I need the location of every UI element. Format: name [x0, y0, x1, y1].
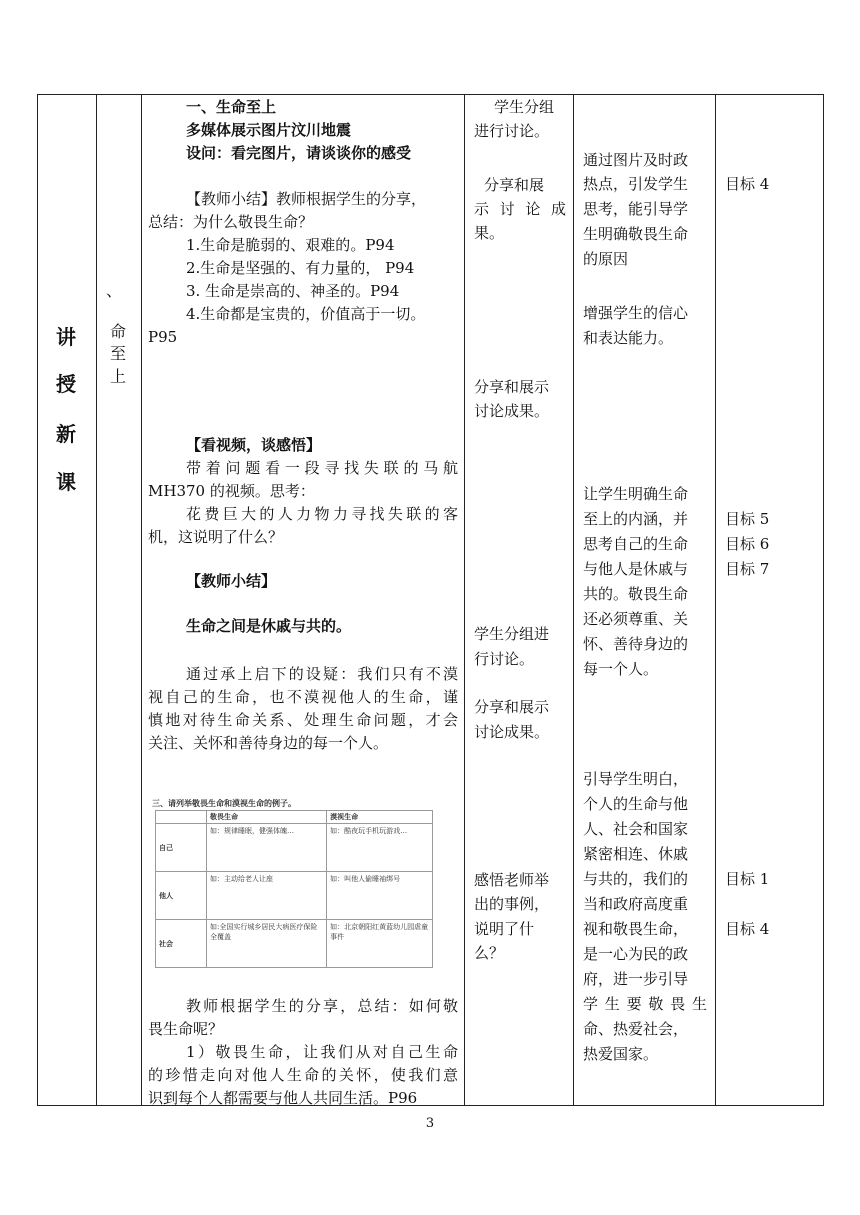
video-heading: 【看视频，谈感悟】: [186, 436, 322, 454]
design-intent: 让学生明确生命: [583, 485, 689, 503]
column-divider: [464, 94, 465, 1106]
worksheet-row-label: 自己: [156, 824, 207, 872]
video-text: 花费巨大的人力物力寻找失联的客: [186, 505, 458, 523]
student-activity: 学生分组进: [474, 625, 550, 643]
design-intent: 热点，引发学生: [583, 175, 689, 193]
student-activity: 示讨论成: [474, 200, 566, 218]
design-intent: 的原因: [583, 250, 629, 268]
final-summary: 识到每个人都需要与他人共同生活。P96: [148, 1089, 418, 1107]
student-activity: 讨论成果。: [474, 402, 550, 420]
teacher-summary: 总结：为什么敬畏生命？: [148, 213, 314, 231]
worksheet-table: [155, 810, 433, 968]
worksheet-header: 漠视生命: [327, 811, 433, 824]
design-intent: 是一心为民的政: [583, 945, 689, 963]
column-divider: [96, 94, 97, 1106]
worksheet-cell: 如：酷夜玩手机玩游戏…: [327, 824, 433, 872]
section-label-char: 课: [56, 470, 76, 494]
teacher-summary: 【教师小结】教师根据学生的分享，: [186, 190, 427, 208]
student-activity: 进行讨论。: [474, 122, 550, 140]
worksheet-cell: 如：主动给老人让座: [207, 872, 327, 920]
column-divider: [141, 94, 142, 1106]
transition-text: 通过承上启下的设疑：我们只有不漠: [186, 665, 458, 683]
goal-label: 目标 6: [725, 535, 770, 553]
subsection-mark: 、: [106, 281, 123, 300]
design-intent: 至上的内涵，并: [583, 510, 689, 528]
worksheet-header: 敬畏生命: [207, 811, 327, 824]
worksheet-cell: 如：北京朝阳红黄蓝幼儿园虐童事件: [327, 920, 433, 968]
heading: 一、生命至上: [186, 98, 277, 116]
transition-text: 关注、关怀和善待身边的每一个人。: [148, 734, 389, 752]
worksheet-row: [156, 824, 433, 872]
design-intent: 命、热爱社会，: [583, 1020, 689, 1038]
final-summary: 的珍惜走向对他人生命的关怀，使我们意: [148, 1066, 458, 1084]
summary-point-page: P95: [148, 328, 178, 346]
design-intent: 热爱国家。: [583, 1045, 659, 1063]
summary-point: 3. 生命是崇高的、神圣的。P94: [186, 282, 400, 300]
worksheet-image: [152, 798, 434, 970]
design-intent: 与共的，我们的: [583, 870, 689, 888]
design-intent: 生明确敬畏生命: [583, 225, 689, 243]
design-intent: 当和政府高度重: [583, 895, 689, 913]
design-intent: 还必须尊重、关: [583, 610, 689, 628]
design-intent: 通过图片及时政: [583, 151, 689, 169]
transition-text: 视自己的生命，也不漠视他人的生命，谨: [148, 688, 458, 706]
design-intent: 增强学生的信心: [583, 304, 689, 322]
final-summary: 1）敬畏生命，让我们从对自己生命: [186, 1043, 458, 1061]
student-activity: 果。: [474, 224, 505, 242]
video-text: MH370 的视频。思考：: [148, 482, 315, 500]
student-activity: 分享和展示: [474, 378, 550, 396]
subsection-char: 至: [110, 344, 127, 363]
student-activity: 出的事例，: [474, 895, 550, 913]
summary-point: 4.生命都是宝贵的，价值高于一切。: [186, 305, 426, 323]
design-intent: 思考自己的生命: [583, 535, 689, 553]
teacher-summary-heading: 【教师小结】: [186, 572, 277, 590]
final-summary: 畏生命呢？: [148, 1020, 224, 1038]
section-label-char: 新: [56, 422, 76, 446]
design-intent: 紧密相连、休戚: [583, 845, 689, 863]
summary-point: 2.生命是坚强的、有力量的， P94: [186, 259, 415, 277]
page-number: 3: [425, 1116, 435, 1131]
student-activity: 说明了什: [474, 920, 535, 938]
design-intent: 怀、善待身边的: [583, 635, 689, 653]
student-activity: 讨论成果。: [474, 723, 550, 741]
student-activity: 感悟老师举: [474, 871, 550, 889]
student-activity: 么？: [474, 944, 505, 962]
worksheet-row: [156, 920, 433, 968]
design-intent: 引导学生明白，: [583, 770, 689, 788]
design-intent: 学生要敬畏生: [583, 995, 707, 1013]
video-text: 机，这说明了什么？: [148, 528, 284, 546]
heading: 设问：看完图片，请谈谈你的感受: [186, 144, 412, 162]
summary-point: 1.生命是脆弱的、艰难的。P94: [186, 236, 395, 254]
conclusion: 生命之间是休戚与共的。: [186, 617, 352, 635]
student-activity: 分享和展示: [474, 698, 550, 716]
student-activity: 行讨论。: [474, 650, 535, 668]
design-intent: 思考，能引导学: [583, 200, 689, 218]
design-intent: 和表达能力。: [583, 329, 674, 347]
design-intent: 每一个人。: [583, 660, 659, 678]
student-activity: 学生分组: [494, 98, 555, 116]
design-intent: 与他人是休戚与: [583, 560, 689, 578]
worksheet-caption: 三、请列举敬畏生命和漠视生命的例子。: [152, 799, 296, 808]
goal-label: 目标 4: [725, 175, 770, 193]
final-summary: 教师根据学生的分享，总结：如何敬: [186, 997, 458, 1015]
worksheet-cell: 如：叫他人偷睡袖绑号: [327, 872, 433, 920]
heading: 多媒体展示图片汶川地震: [186, 121, 352, 139]
worksheet-cell: 如：规律睡眠，健强体魄…: [207, 824, 327, 872]
section-label-char: 讲: [56, 325, 76, 349]
design-intent: 人、社会和国家: [583, 820, 689, 838]
design-intent: 府，进一步引导: [583, 970, 689, 988]
goal-label: 目标 5: [725, 510, 770, 528]
subsection-char: 命: [110, 322, 127, 341]
section-label-char: 授: [56, 372, 76, 396]
worksheet-header: [156, 811, 207, 824]
design-intent: 视和敬畏生命，: [583, 920, 689, 938]
column-divider: [715, 94, 716, 1106]
video-text: 带着问题看一段寻找失联的马航: [186, 459, 458, 477]
transition-text: 慎地对待生命关系、处理生命问题，才会: [148, 711, 458, 729]
goal-label: 目标 1: [725, 870, 770, 888]
design-intent: 共的。敬畏生命: [583, 585, 689, 603]
goal-label: 目标 4: [725, 920, 770, 938]
worksheet-row-label: 社会: [156, 920, 207, 968]
worksheet-row-label: 他人: [156, 872, 207, 920]
student-activity: 分享和展: [484, 176, 545, 194]
column-divider: [573, 94, 574, 1106]
goal-label: 目标 7: [725, 560, 770, 578]
worksheet-row: [156, 872, 433, 920]
worksheet-header-row: [156, 811, 433, 824]
design-intent: 个人的生命与他: [583, 795, 689, 813]
subsection-char: 上: [110, 367, 127, 386]
worksheet-cell: 如:全国实行城乡居民大病医疗保险全覆盖: [207, 920, 327, 968]
